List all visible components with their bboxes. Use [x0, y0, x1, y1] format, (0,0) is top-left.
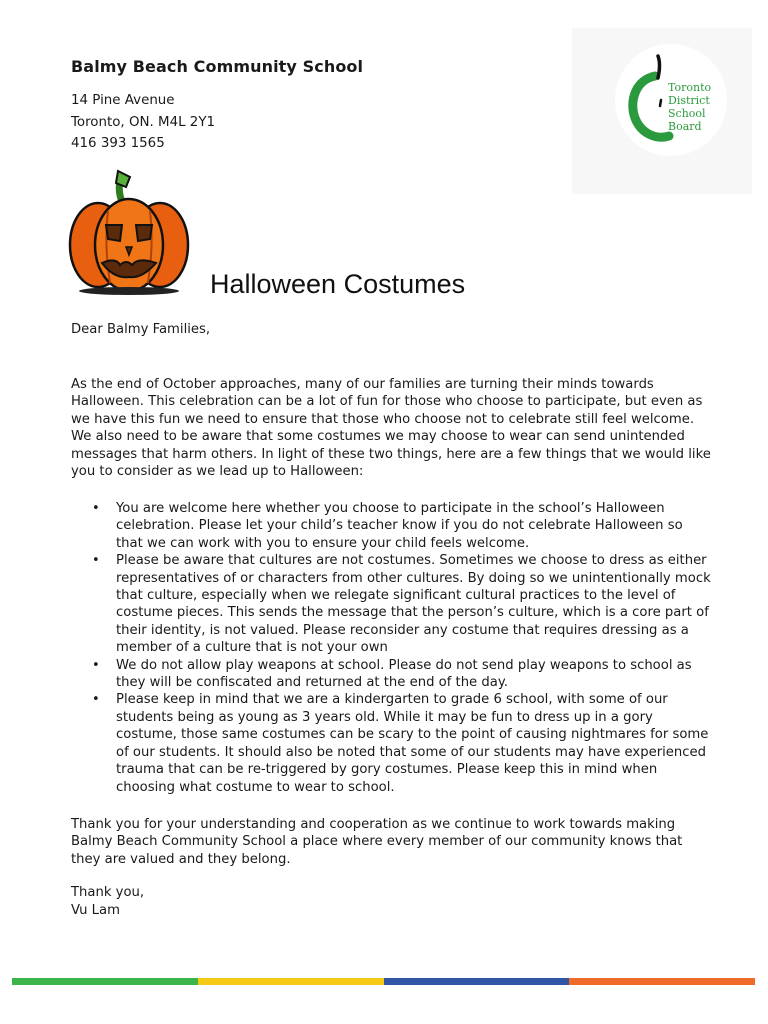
list-item: • Please keep in mind that we are a kindergarten to grade 6 school, with some of our students being as young as 3 years old. While it may be fun to dress up in a gory costume, those same costumes can be scary to the point of causing nightmares for some of our students. It should also be noted that some of our students may have experienced trauma that can be re-triggered by gory costumes. Please keep this in mind when choosing what costume to wear to school.	[71, 691, 711, 795]
phone-number: 416 393 1565	[71, 136, 165, 151]
footer-segment-yellow	[198, 978, 384, 985]
list-item: • You are welcome here whether you choose to participate in the school’s Halloween celebration. Please let your child’s teacher know if you do not celebrate Halloween so that we can work with you to ensure your child feels welcome.	[71, 500, 711, 552]
letter-title: Halloween Costumes	[210, 269, 466, 299]
logo-text-line-2: District	[668, 94, 710, 107]
intro-paragraph: As the end of October approaches, many of our families are turning their minds towards Halloween. This celebration can be a lot of fun for those who choose to participate, but even as we have this fun we need to ensure that those who choose not to celebrate still feel welcome. We also need to be aware that some costumes we may choose to wear can send unintended messages that harm others. In light of these two things, here are a few things that we would like you to consider as we lead up to Halloween:	[71, 377, 711, 480]
jack-o-lantern-icon	[68, 167, 190, 297]
address-line-1: 14 Pine Avenue	[71, 93, 175, 108]
footer-segment-blue	[384, 978, 570, 985]
logo-text-line-1: Toronto	[668, 81, 712, 94]
footer-segment-orange	[569, 978, 755, 985]
address-line-2: Toronto, ON. M4L 2Y1	[71, 115, 216, 130]
footer-color-bar	[12, 978, 755, 985]
list-item: • Please be aware that cultures are not costumes. Sometimes we choose to dress as either representatives of or characters from other cultures. By doing so we unintentionally mock that culture, especially when we relegate significant cultural practices to the level of costume pieces. This sends the message that the person’s culture, which is a core part of their identity, is not valued. Please reconsider any costume that requires dressing as a member of a culture that is not your own	[71, 552, 711, 656]
list-item: • We do not allow play weapons at school. Please do not send play weapons to school as they will be confiscated and returned at the end of the day.	[71, 657, 711, 692]
sign-off: Thank you,	[71, 885, 145, 900]
logo-text-line-3: School	[668, 107, 706, 120]
tdsb-logo	[572, 28, 752, 194]
salutation: Dear Balmy Families,	[71, 322, 211, 337]
closing-paragraph: Thank you for your understanding and cooperation as we continue to work towards making Balmy Beach Community School a place where every member of our community knows that they are valued and they belong.	[71, 817, 683, 867]
considerations-list	[71, 500, 711, 796]
school-name: Balmy Beach Community School	[71, 57, 364, 76]
signature: Vu Lam	[71, 903, 120, 918]
footer-segment-green	[12, 978, 198, 985]
logo-text-line-4: Board	[668, 120, 702, 133]
